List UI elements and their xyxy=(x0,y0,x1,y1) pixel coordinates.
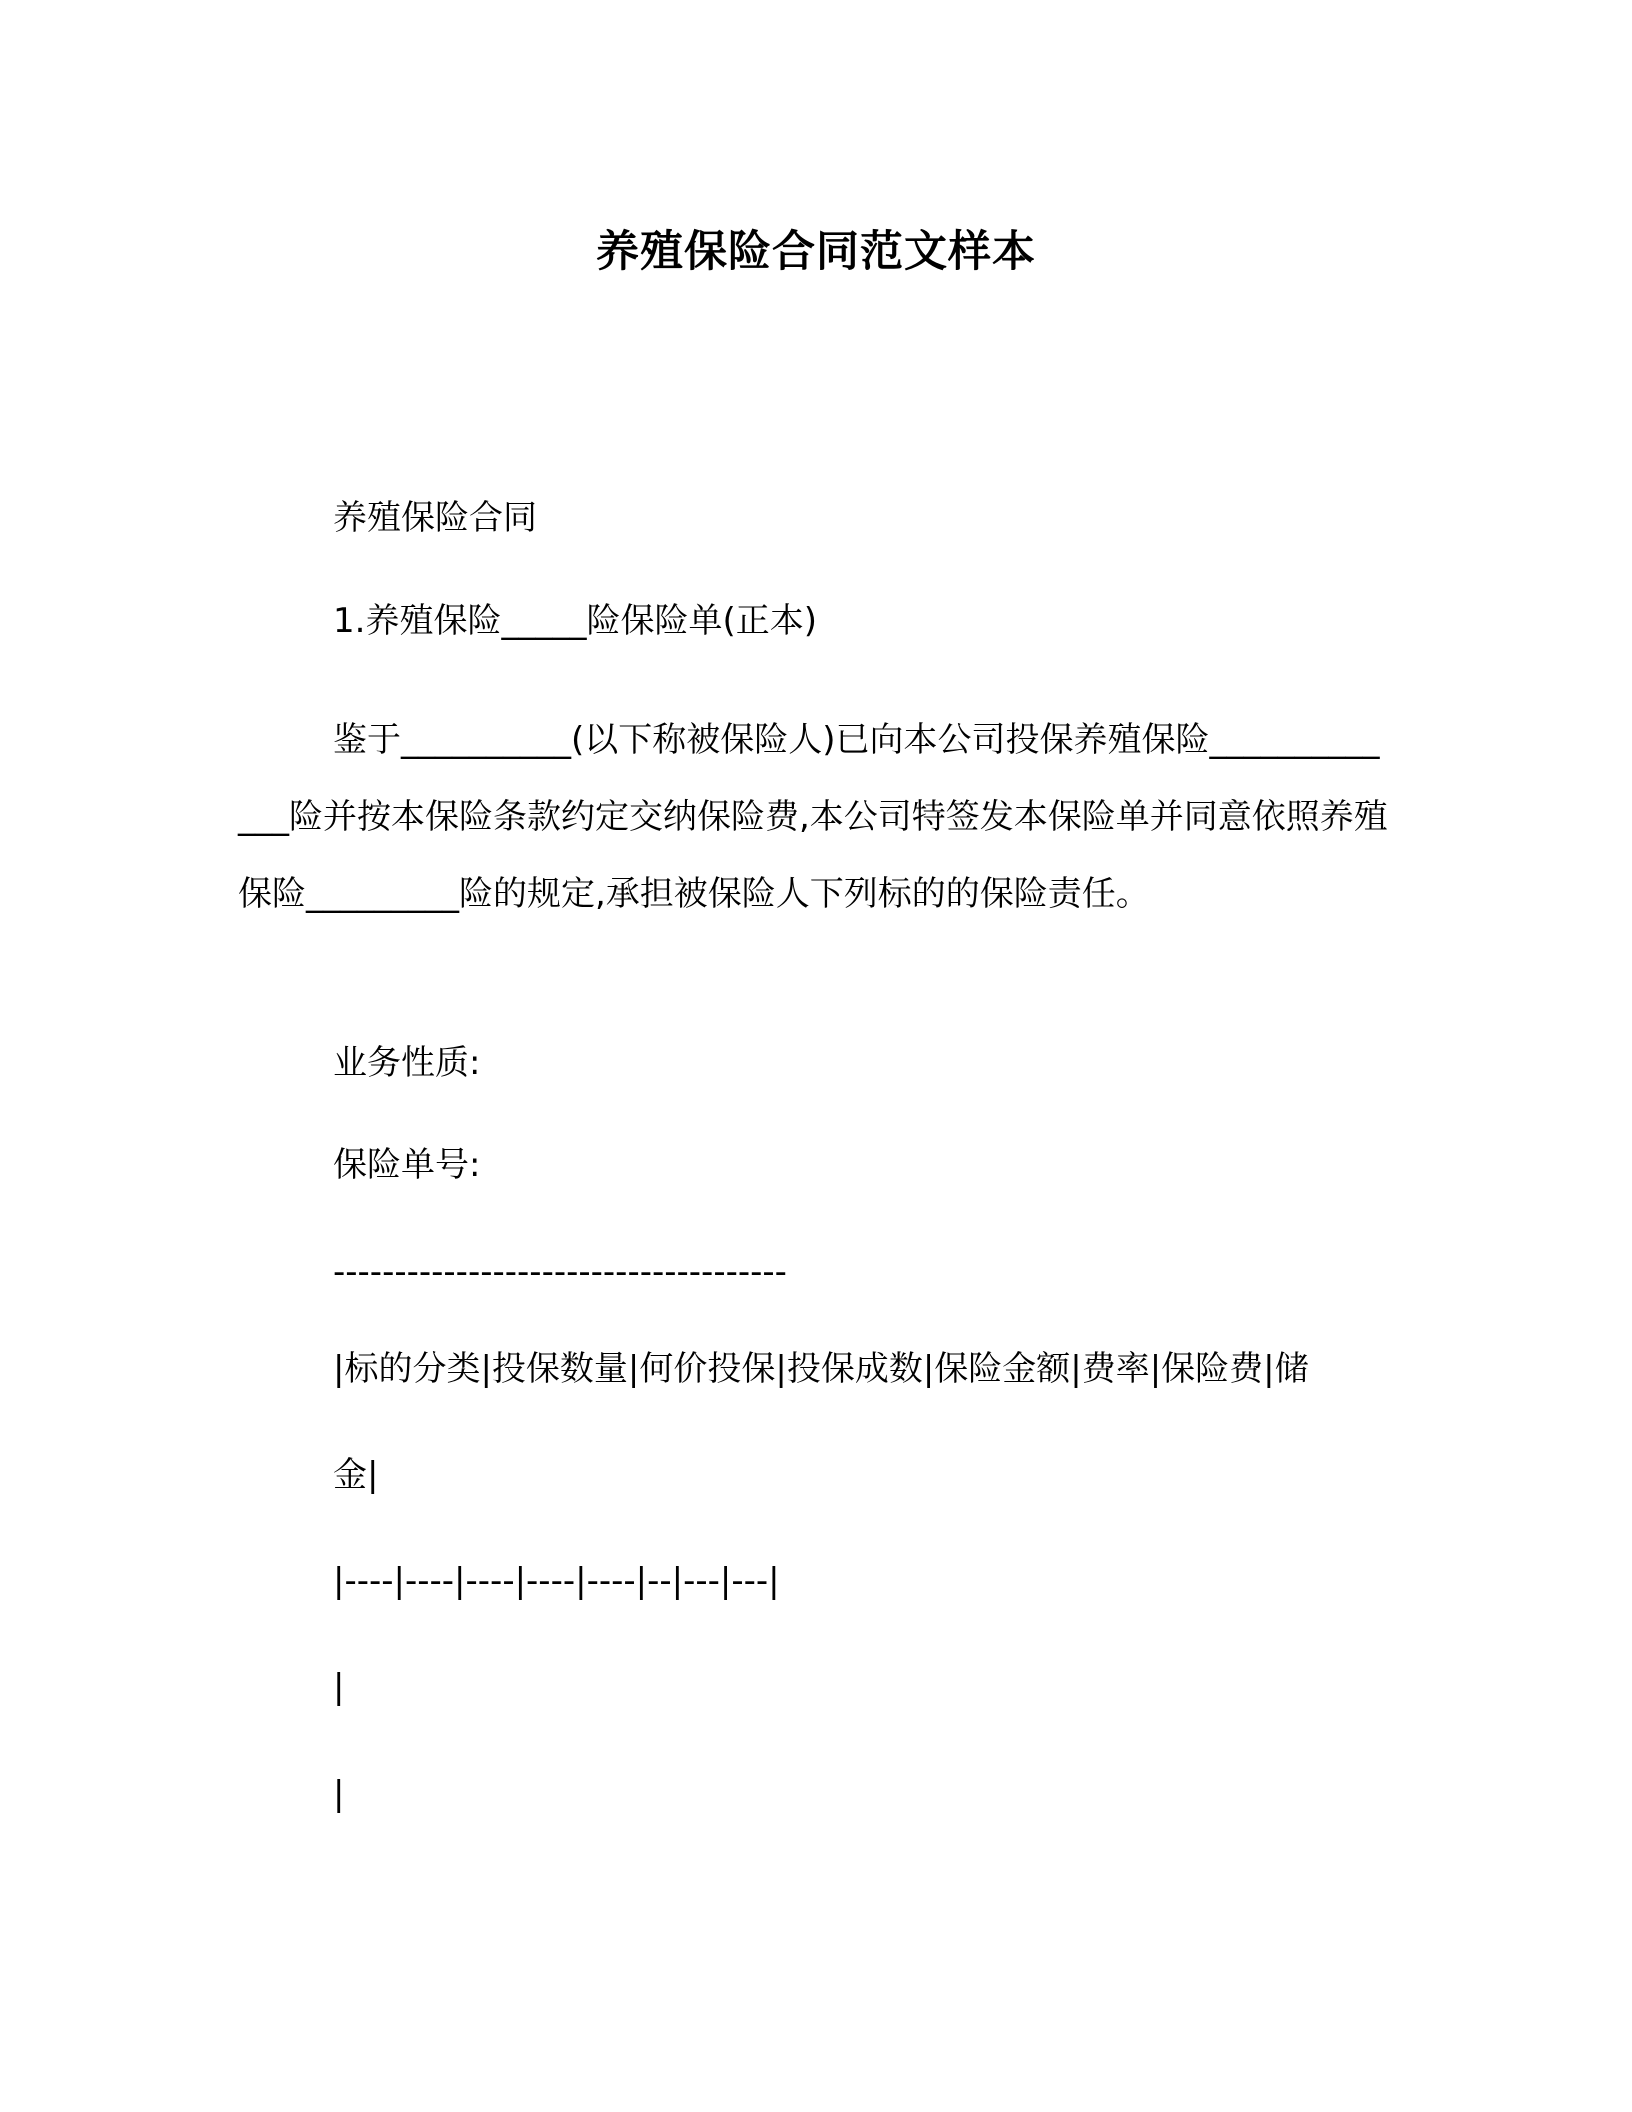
separator-line: ------------------------------------- xyxy=(333,1252,787,1292)
document-title: 养殖保险合同范文样本 xyxy=(596,227,1036,277)
policy-line: 1.养殖保险_____险保险单(正本) xyxy=(333,601,817,641)
policy-number-label: 保险单号: xyxy=(333,1145,481,1185)
table-header-line-1: |标的分类|投保数量|何价投保|投保成数|保险金额|费率|保险费|储 xyxy=(333,1349,1309,1389)
table-rule-line: |----|----|----|----|----|--|---|---| xyxy=(333,1561,780,1601)
contract-heading: 养殖保险合同 xyxy=(333,498,537,538)
table-header-line-2: 金| xyxy=(333,1455,379,1495)
table-row-1: | xyxy=(333,1667,345,1707)
intro-paragraph: 鉴于__________(以下称被保险人)已向本公司投保养殖保险_____________险并按本保险条款约定交纳保险费,本公司特签发本保险单并同意依照养殖保险_________险的规定,承担被保险人下列标的的保险责任。 xyxy=(238,720,1388,914)
business-nature-label: 业务性质: xyxy=(333,1043,481,1083)
table-row-2: | xyxy=(333,1774,345,1814)
